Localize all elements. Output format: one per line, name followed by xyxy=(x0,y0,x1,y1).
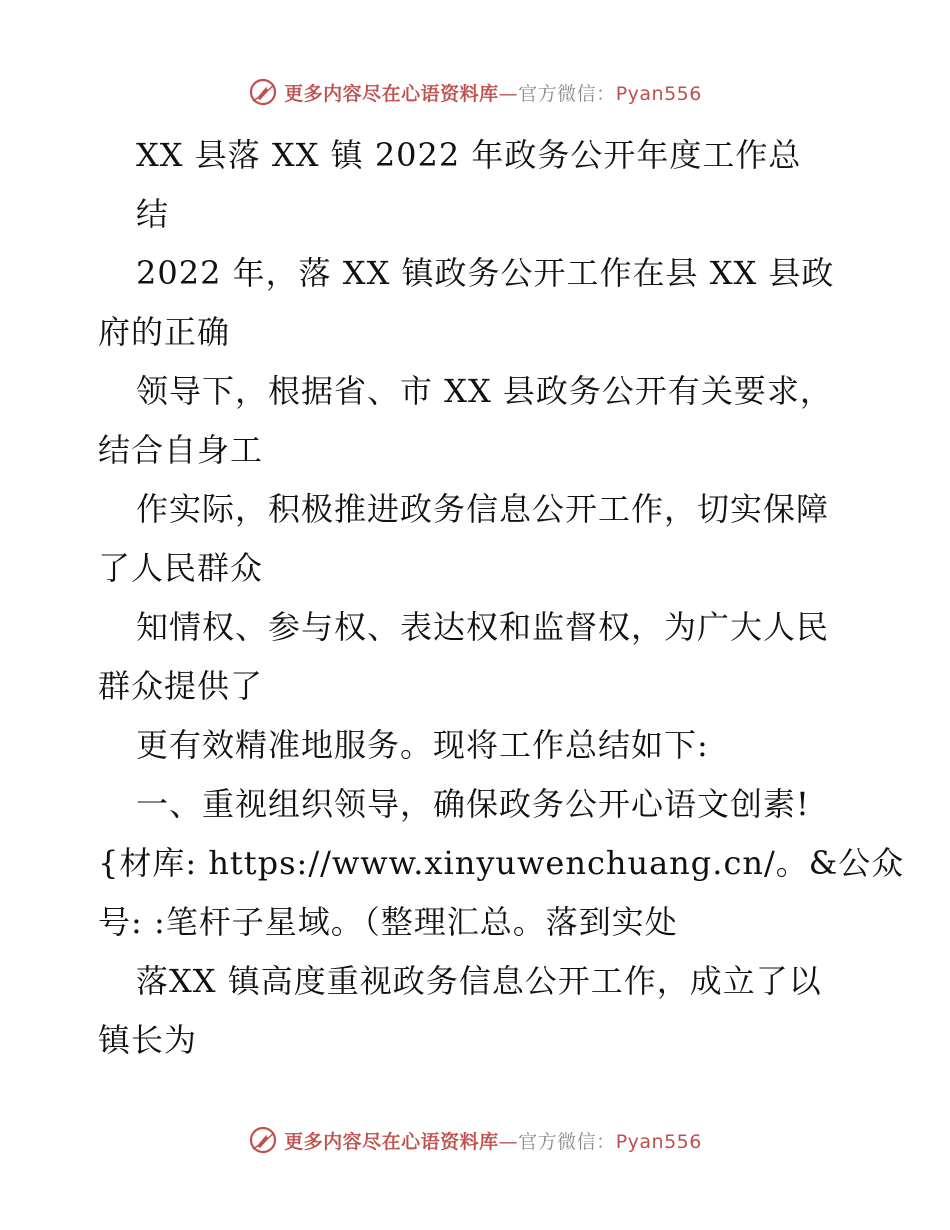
header-watermark-banner xyxy=(0,72,950,112)
document-body xyxy=(98,126,905,1070)
paragraph-line: 领导下，根据省、市 XX 县政务公开有关要求， xyxy=(136,372,833,410)
document-title-line-1: XX 县落 XX 镇 2022 年政务公开年度工作总 xyxy=(136,136,802,174)
paragraph-line: 府的正确 xyxy=(98,313,231,351)
paragraph-line: 知情权、参与权、表达权和监督权，为广大人民 xyxy=(136,608,830,646)
watermark-text xyxy=(284,79,702,106)
paragraph-line: {材库: https://www.xinyuwenchuang.cn/。&公众 xyxy=(98,844,905,882)
paragraph-line: 号: :笔杆子星域。（整理汇总。落到实处 xyxy=(98,903,678,941)
watermark-site: 更多内容尽在心语资料库 xyxy=(284,82,499,105)
pen-nib-logo-icon xyxy=(248,77,278,107)
watermark-wechat-label: 官方微信： xyxy=(518,82,616,105)
watermark-wechat-id: Pyan556 xyxy=(615,82,702,105)
paragraph-line: 了人民群众 xyxy=(98,549,264,587)
paragraph-line: 作实际，积极推进政务信息公开工作，切实保障 xyxy=(136,490,830,528)
watermark-site: 更多内容尽在心语资料库 xyxy=(284,1130,499,1153)
watermark-dash: — xyxy=(498,1130,519,1153)
watermark-wechat-id: Pyan556 xyxy=(615,1130,702,1153)
watermark-wechat-label: 官方微信： xyxy=(518,1130,616,1153)
document-title-line-2: 结 xyxy=(136,195,170,233)
paragraph-line: 更有效精准地服务。现将工作总结如下: xyxy=(136,726,709,764)
footer-watermark-banner xyxy=(0,1120,950,1160)
watermark-dash: — xyxy=(498,82,519,105)
section-heading-line: 一、重视组织领导，确保政务公开心语文创素! xyxy=(136,785,810,823)
paragraph-line: 落XX 镇高度重视政务信息公开工作，成立了以 xyxy=(136,962,822,1000)
watermark-text xyxy=(284,1127,702,1154)
paragraph-line: 群众提供了 xyxy=(98,667,264,705)
paragraph-line: 结合自身工 xyxy=(98,431,264,469)
pen-nib-logo-icon xyxy=(248,1125,278,1155)
paragraph-line: 2022 年，落 XX 镇政务公开工作在县 XX 县政 xyxy=(136,254,835,292)
paragraph-line: 镇长为 xyxy=(98,1021,198,1059)
